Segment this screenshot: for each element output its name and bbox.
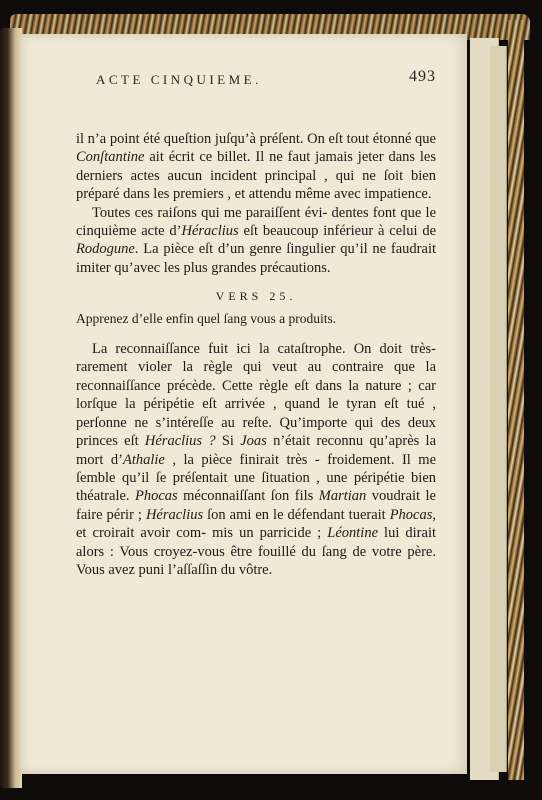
text-line: . La	[134, 241, 159, 258]
text-line: deux princes eſt	[76, 414, 437, 450]
italic-name: Athalie	[122, 451, 165, 468]
text-line: contraire que la reconnaiſſance précède. Cette	[76, 359, 437, 394]
running-header	[96, 68, 436, 88]
text-line: imiter qu’avec les plus grandes précautions.	[76, 259, 331, 276]
text-line: finirait très - froidement. Il me ſemble qu’il ſe	[76, 451, 437, 486]
italic-name: Martian	[318, 488, 367, 505]
text-line: aucun incident principal , qui ne ſoit bien	[167, 167, 436, 184]
text-line: Il ne faut jamais jeter dans les derniers actes	[76, 149, 436, 184]
text-line: défendant tuerait	[287, 506, 390, 523]
text-line: dentes font que le cinquième acte d’	[76, 204, 437, 240]
text-line: tout étonné que	[346, 131, 436, 147]
italic-name: Héraclius	[181, 223, 239, 240]
text-line: il n’a point été queſtion juſqu’à préſent. On eſt	[76, 131, 343, 147]
running-title: ACTE CINQUIEME.	[96, 72, 262, 87]
text-line: , la pièce	[164, 451, 233, 468]
page-body	[76, 130, 436, 579]
italic-name: Héraclius ?	[144, 433, 216, 450]
italic-name: Léontine	[327, 525, 379, 542]
text-line: eſt beaucoup inférieur à celui de	[243, 223, 437, 240]
italic-name: Héraclius	[145, 506, 204, 523]
text-line: doit très-rarement violer la règle qui veut au	[76, 341, 436, 376]
book-cover-right-edge	[508, 20, 524, 780]
italic-name: Phocas	[135, 488, 178, 505]
italic-name: Rodogune	[76, 241, 135, 258]
italic-name: Conſtantine	[76, 149, 145, 166]
text-line: préſentait une ſituation , une péripétie bien	[172, 469, 437, 486]
paragraph-1	[76, 130, 436, 204]
text-line: reconnu qu’après la mort d’	[76, 433, 437, 468]
text-line: Toutes ces raiſons qui me paraiſſent évi-	[92, 204, 328, 221]
text-line: théatrale.	[76, 488, 135, 505]
paragraph-2	[76, 204, 436, 278]
text-line: La reconnaiſſance fuit ici la cataſtrophe. On	[92, 341, 372, 358]
text-line: croyez-vous être fouillé du ſang de votre père.	[153, 543, 436, 560]
page-number: 493	[409, 68, 436, 85]
text-line: avec impatience.	[334, 186, 432, 203]
text-line: règle eſt dans la nature ; car lorſque la péripétie	[76, 377, 437, 413]
verse-quote: Apprenez d’elle enfin quel ſang vous a produits.	[76, 310, 337, 326]
text-line: pièce eſt d’un genre ſingulier qu’il ne faudrait	[163, 241, 436, 258]
book-spine-edge	[0, 28, 22, 788]
text-line: , et croirait avoir com-	[76, 506, 437, 542]
text-line: Vous avez puni l’aſſaſſin du vôtre.	[76, 561, 273, 578]
text-line: Si	[215, 433, 241, 450]
italic-name: Joas	[240, 433, 267, 450]
text-line: ſon ami en le	[203, 506, 284, 523]
text-line: eſt arrivée , quand le tyran eſt tué , perſonne	[76, 396, 437, 431]
page-edges-back	[490, 46, 507, 772]
text-line: n’était	[266, 433, 311, 450]
text-line: mis un parricide ;	[212, 525, 328, 542]
italic-name: Phocas	[389, 506, 433, 523]
text-line: voudrait le faire périr ;	[76, 488, 436, 523]
text-line: ne s’intéreſſe au reſte. Qu’importe qui des	[134, 414, 401, 431]
verse-heading: VERS 25.	[215, 289, 297, 304]
text-line: lui dirait alors : Vous	[76, 525, 437, 560]
paragraph-3	[76, 340, 436, 579]
text-line: méconnaiſſant ſon fils	[177, 488, 319, 505]
text-line: préparé dans les premiers , et attendu même	[76, 186, 331, 203]
text-line: ait écrit ce billet.	[144, 149, 251, 166]
